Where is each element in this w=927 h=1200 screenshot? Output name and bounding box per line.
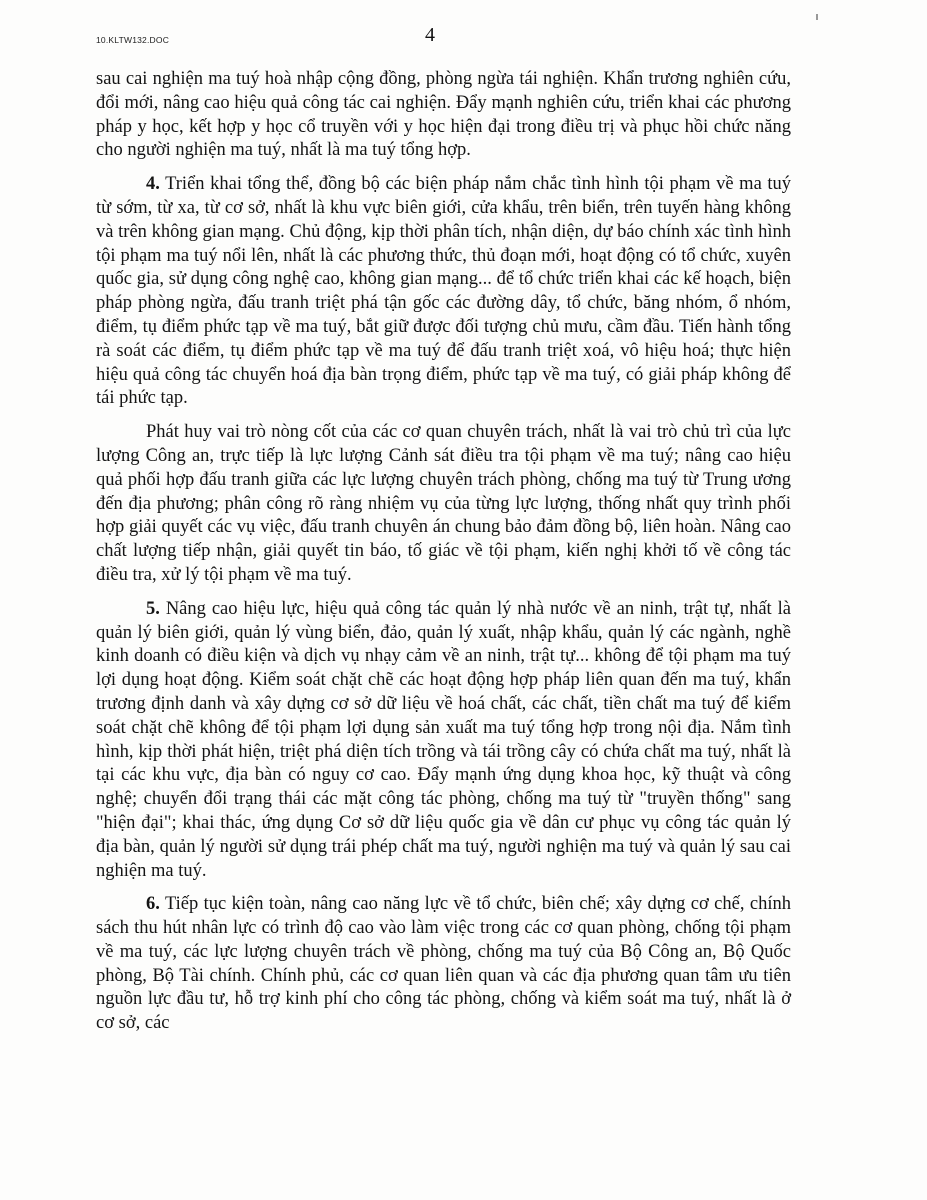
paragraph-item-4-continued [96, 421, 791, 588]
paragraph-text: sau cai nghiện ma tuý hoà nhập cộng đồng, phòng ngừa tái nghiện. Khẩn trương nghiên cứu, đổi mới, nâng cao hiệu quả công tác cai nghiện. Đẩy mạnh nghiên cứu, triển khai các phương pháp y học, kết hợp y học cổ truyền với y học hiện đại trong điều trị và phục hồi chức năng cho người nghiện ma tuý, nhất là ma tuý tổng hợp. [96, 69, 791, 161]
paragraph-text: Triển khai tổng thể, đồng bộ các biện pháp nắm chắc tình hình tội phạm về ma tuý từ sớm, từ xa, từ cơ sở, nhất là khu vực biên giới, cửa khẩu, trên biển, trên tuyến hàng không và trên không gian mạng. Chủ động, kịp thời phân tích, nhận diện, dự báo chính xác tình hình tội phạm ma tuý nổi lên, nhất là các phương thức, thủ đoạn mới, hoạt động có tổ chức, xuyên quốc gia, sử dụng công nghệ cao, không gian mạng... để tổ chức triển khai các kế hoạch, biện pháp phòng ngừa, đấu tranh triệt phá tận gốc các đường dây, tổ chức, băng nhóm, ổ nhóm, điểm, tụ điểm phức tạp về ma tuý, bắt giữ được đối tượng chủ mưu, cầm đầu. Tiến hành tổng rà soát các điểm, tụ điểm phức tạp về ma tuý để đấu tranh triệt xoá, vô hiệu hoá; thực hiện hiệu quả công tác chuyển hoá địa bàn trọng điểm, phức tạp về ma tuý, có giải pháp không để tái phức tạp. [96, 174, 791, 409]
paragraph-number: 5. [146, 598, 160, 619]
paragraph-item-6 [96, 893, 791, 1036]
document-body [96, 68, 791, 1046]
paragraph-text: Phát huy vai trò nòng cốt của các cơ quan chuyên trách, nhất là vai trò chủ trì của lực lượng Công an, trực tiếp là lực lượng Cảnh sát điều tra tội phạm về ma tuý; nâng cao hiệu quả phối hợp đấu tranh giữa các lực lượng chuyên trách phòng, chống ma tuý từ Trung ương đến địa phương; phân công rõ ràng nhiệm vụ của từng lực lượng, thống nhất quy trình phối hợp giải quyết các vụ việc, đấu tranh chuyên án chung bảo đảm đồng bộ, liên hoàn. Nâng cao chất lượng tiếp nhận, giải quyết tin báo, tố giác về tội phạm, kiến nghị khởi tố về công tác điều tra, xử lý tội phạm về ma tuý. [96, 422, 791, 585]
paragraph-item-5 [96, 598, 791, 884]
page-number: 4 [425, 24, 435, 46]
paragraph-text: Nâng cao hiệu lực, hiệu quả công tác quản lý nhà nước về an ninh, trật tự, nhất là quản lý biên giới, quản lý vùng biển, đảo, quản lý xuất, nhập khẩu, quản lý các ngành, nghề kinh doanh có điều kiện và dịch vụ nhạy cảm về an ninh, trật tự... không để tội phạm ma tuý lợi dụng hoạt động. Kiểm soát chặt chẽ các hoạt động hợp pháp liên quan đến ma tuý, khẩn trương định danh và xây dựng cơ sở dữ liệu về hoá chất, các chất, tiền chất ma tuý để kiểm soát chặt chẽ không để tội phạm lợi dụng sản xuất ma tuý tổng hợp trong nội địa. Nắm tình hình, kịp thời phát hiện, triệt phá diện tích trồng và tái trồng cây có chứa chất ma tuý, nhất là tại các khu vực, địa bàn có nguy cơ cao. Đẩy mạnh ứng dụng khoa học, kỹ thuật và công nghệ; chuyển đổi trạng thái các mặt công tác phòng, chống ma tuý từ "truyền thống" sang "hiện đại"; khai thác, ứng dụng Cơ sở dữ liệu quốc gia về dân cư phục vụ công tác quản lý địa bàn, quản lý người sử dụng trái phép chất ma tuý, người nghiện ma tuý và quản lý sau cai nghiện ma tuý. [96, 598, 791, 881]
paragraph-continuation [96, 68, 791, 163]
scan-speck [816, 14, 818, 20]
paragraph-number: 4. [146, 174, 160, 195]
paragraph-item-4 [96, 173, 791, 411]
paragraph-number: 6. [146, 894, 160, 915]
paragraph-text: Tiếp tục kiện toàn, nâng cao năng lực về tổ chức, biên chế; xây dựng cơ chế, chính sách thu hút nhân lực có trình độ cao vào làm việc trong các cơ quan phòng, chống tội phạm về ma tuý, các lực lượng chuyên trách về phòng, chống ma tuý của Bộ Công an, Bộ Quốc phòng, Bộ Tài chính. Chính phủ, các cơ quan liên quan và các địa phương quan tâm ưu tiên nguồn lực đầu tư, hỗ trợ kinh phí cho công tác phòng, chống và kiểm soát ma tuý, nhất là ở cơ sở, các [96, 894, 791, 1034]
document-code: 10.KLTW132.DOC [96, 35, 170, 45]
